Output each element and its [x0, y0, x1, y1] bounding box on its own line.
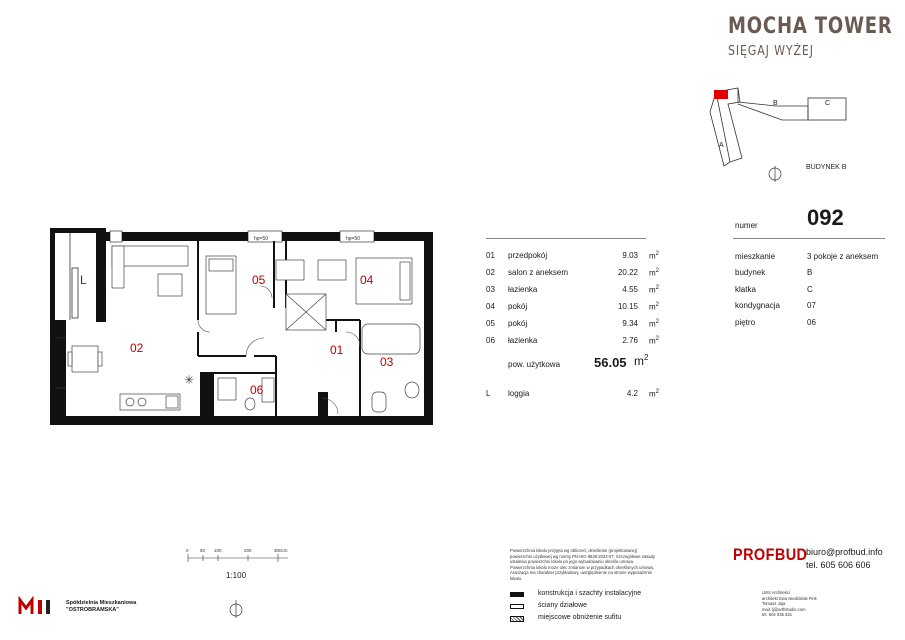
- developer-phone: tel. 605 606 606: [806, 560, 871, 570]
- number-label: numer: [735, 221, 758, 230]
- cooperative-logo-icon: [18, 596, 60, 616]
- total-area-value: 56.05: [594, 355, 627, 370]
- rooms-table: [486, 247, 659, 349]
- cooperative-name: Spółdzielnia Mieszkaniowa "OSTROBRAMSKA": [66, 600, 137, 613]
- legend-swatch-partition: [510, 604, 524, 609]
- legend-label-partition: ściany działowe: [538, 602, 588, 609]
- divider-left: [486, 238, 646, 239]
- shaft-2: [318, 392, 328, 417]
- total-area-label: pow. użytkowa: [508, 360, 561, 369]
- coffee-table: [158, 274, 182, 296]
- table-row: 06 łazienka 2.76 $m^2$: [486, 335, 660, 346]
- wall-bottom: [50, 416, 431, 425]
- scale-tick: 50: [200, 548, 206, 553]
- keyplan-label-c: C: [825, 100, 831, 107]
- shower-06: [262, 378, 274, 402]
- desk-room-05: [276, 260, 304, 280]
- info-row: budynek B: [735, 268, 813, 278]
- table-row: L loggia 4.2 $m^2$: [486, 388, 660, 399]
- toilet-06: [218, 378, 236, 400]
- legend-label-ceiling: miejscowe obniżenie sufitu: [538, 614, 622, 621]
- north-arrow-icon: [228, 598, 244, 620]
- dining-table: [72, 346, 98, 372]
- wall-left-lower: [50, 320, 66, 425]
- wall-loggia-edge: [50, 228, 55, 320]
- info-row: klatka C: [735, 284, 813, 294]
- legend-label-structure: konstrukcja i szachty instalacyjne: [538, 590, 642, 597]
- scale-tick: 0: [186, 548, 189, 553]
- sink-03: [405, 382, 419, 398]
- north-arrow-icon: [769, 166, 781, 182]
- window-note-1: hp=50: [254, 236, 269, 242]
- room-label-02: 02: [130, 341, 144, 355]
- scale-text: 1:100: [226, 571, 247, 580]
- info-row: kondygnacja 07: [735, 301, 816, 311]
- floor-plan: [50, 228, 435, 426]
- total-area-unit: $m^2$: [634, 353, 649, 368]
- divider-right: [733, 238, 885, 239]
- room-label-04: 04: [360, 273, 374, 287]
- apartment-location-highlight: [714, 90, 728, 99]
- room-label-03: 03: [380, 355, 394, 369]
- legend-swatch-ceiling: [510, 616, 524, 622]
- legend-swatch-structure: [510, 592, 524, 597]
- bathtub: [362, 324, 420, 354]
- room-label-05: 05: [252, 273, 266, 287]
- sink-06: [245, 398, 255, 410]
- apartment-number: 092: [807, 205, 844, 230]
- scale-bar: [186, 545, 296, 567]
- desk-room-04: [318, 260, 346, 280]
- scale-tick: 100: [214, 548, 222, 553]
- keyplan-building-label: BUDYNEK B: [806, 164, 847, 171]
- svg-text:✳: ✳: [184, 373, 195, 387]
- architect-info: LWS Architekci architekt Ewa Niedzielak Fink Tomasz Jaja mail: lj@arthstudio.com tel. 604 035 331: [762, 590, 817, 618]
- room-label-01: 01: [330, 343, 344, 357]
- developer-contact: [806, 546, 883, 572]
- room-label-l: L: [80, 273, 87, 287]
- brand-subtitle: SIĘGAJ WYŻEJ: [728, 44, 814, 59]
- table-row: 01 przedpokój 9.03 $m^2$: [486, 250, 660, 261]
- loggia-row: [486, 385, 659, 402]
- scale-tick: 200: [244, 548, 252, 553]
- toilet-03: [372, 392, 386, 412]
- key-plan: [690, 78, 860, 188]
- window-note-2: hp=50: [346, 236, 361, 242]
- developer-email: biuro@profbud.info: [806, 547, 883, 557]
- table-row: 02 salon z aneksem 20.22 $m^2$: [486, 267, 660, 278]
- disclaimer-text: Powierzchnia lokalu przyjęta wg obliczeń; określenie (projektowanej) powierzchni użytkowej wg normy PN-ISO 9836:2022-07. Szczegółowe zasady ustalenia powierzchni lokalu po jego wybudowaniu określa umowa. Powierzchnia lokalu może ulec zmianom w przypadkach określonych umową. Aranżacja ma charakter przykładowy, uwzględnienie na stronie wyposażenie lokalu.: [510, 548, 656, 581]
- room-label-06: 06: [250, 383, 264, 397]
- wall-loggia-top: [50, 228, 106, 233]
- shaft-1: [200, 372, 214, 417]
- wall-right: [424, 232, 433, 425]
- scale-tick: 300cm: [274, 548, 288, 553]
- keyplan-label-b: B: [773, 100, 778, 107]
- table-row: 03 łazienka 4.55 $m^2$: [486, 284, 660, 295]
- brand-title: MOCHA TOWER: [728, 14, 893, 39]
- info-row: piętro 06: [735, 317, 816, 327]
- table-row: 04 pokój 10.15 $m^2$: [486, 301, 660, 312]
- profbud-logo: PROFBUD: [733, 545, 808, 564]
- info-row: mieszkanie 3 pokoje z aneksem: [735, 251, 879, 261]
- keyplan-label-a: A: [719, 142, 724, 149]
- apartment-info-table: [735, 248, 878, 331]
- wall-loggia-partition: [96, 232, 106, 322]
- table-row: 05 pokój 9.34 $m^2$: [486, 318, 660, 329]
